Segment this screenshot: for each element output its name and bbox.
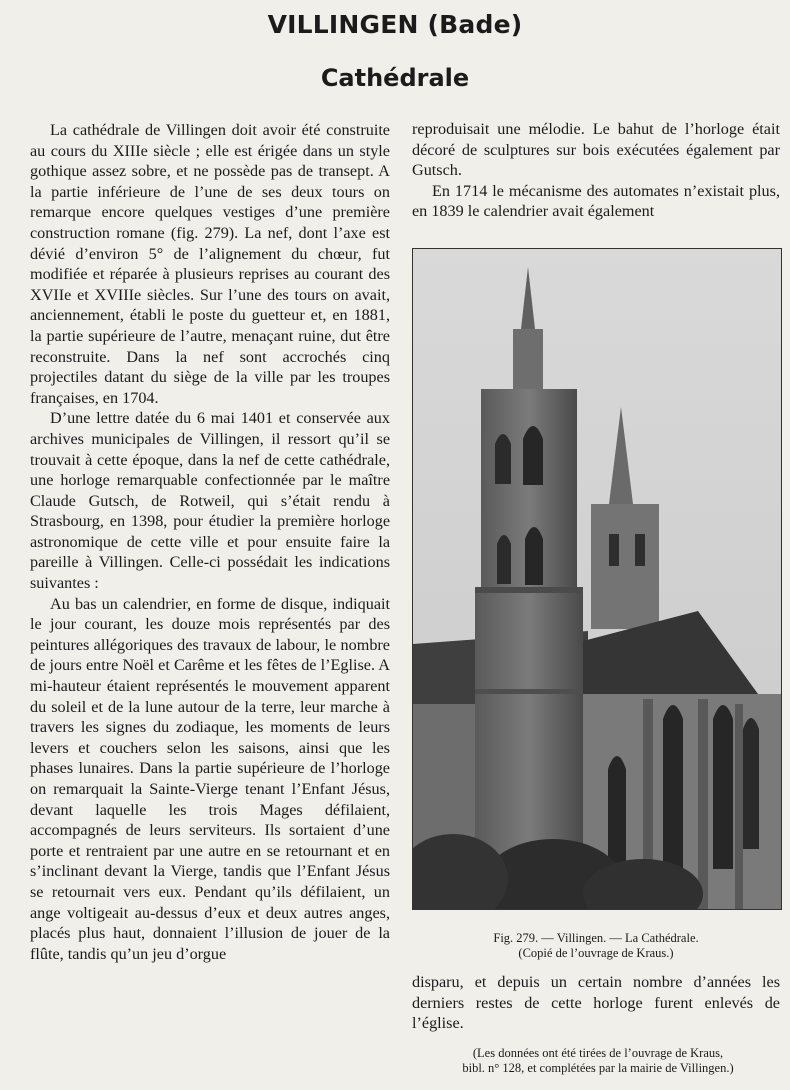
caption-title: Fig. 279. — Villingen. — La Cathédrale. — [493, 931, 699, 945]
left-text-column — [30, 120, 390, 964]
page-title: VILLINGEN (Bade) — [267, 10, 523, 39]
paragraph-1714: En 1714 le mécanisme des automates n’existait plus, en 1839 le calendrier avait également — [412, 181, 780, 221]
caption-source: (Copié de l’ouvrage de Kraus.) — [518, 946, 674, 960]
source-note-line2: bibl. n° 128, et complétées par la mairie de Villingen.) — [462, 1061, 734, 1075]
cathedral-photograph — [412, 248, 782, 910]
paragraph-history: La cathédrale de Villingen doit avoir été construite au cours du XIIIe siècle ; elle est érigée dans un style gothique assez sobre, et ne possède pas de transept. A la partie inférieure de l’une de ses deux tours on remarque encore quelques vestiges d’une première construction romane (fig. 279). La nef, dont l’axe est dévié d’environ 5° de l’alignement du chœur, fut modifiée et réparée à plusieurs reprises au courant des XVIIe et XVIIIe siècles. Sur l’une des tours on avait, anciennement, établi le poste du guetteur et, en 1881, la partie supérieure de l’autre, menaçant ruine, dut être reconstruite. Dans la nef sont accrochés cinq projectiles datant du siège de la ville par les troupes françaises, en 1704. — [30, 121, 390, 407]
source-note-line1: (Les données ont été tirées de l’ouvrage de Kraus, — [472, 1046, 724, 1060]
figure-caption — [412, 931, 780, 961]
source-note — [412, 1046, 784, 1076]
paragraph-disappearance: disparu, et depuis un certain nombre d’années les derniers restes de cette horloge furent enlevés de l’église. — [412, 973, 780, 1033]
right-text-column-top — [412, 119, 780, 222]
paragraph-continuation: reproduisait une mélodie. Le bahut de l’horloge était décoré de sculptures sur bois exécutées également par Gutsch. — [412, 120, 780, 180]
paragraph-clock-origin: D’une lettre datée du 6 mai 1401 et conservée aux archives municipales de Villingen, il ressort qu’il se trouvait à cette époque, dans la nef de cette cathédrale, une horloge remarquable confectionnée par le maître Claude Gutsch, de Rotweil, qui s’était rendu à Strasbourg, en 1398, pour étudier la première horloge astronomique de cette ville et pour ensuite faire la pareille à Villingen. Celle-ci possédait les indications suivantes : — [30, 409, 390, 593]
right-text-column-bottom — [412, 972, 780, 1034]
page-subtitle: Cathédrale — [320, 64, 470, 92]
paragraph-clock-description: Au bas un calendrier, en forme de disque, indiquait le jour courant, les douze mois représentés par des peintures allégoriques des travaux de labour, le nombre de jours entre Noël et Carême et les fêtes de l’Eglise. A mi-hauteur étaient représentés le mouvement apparent du soleil et de la lune autour de la terre, leur marche à travers les signes du zodiaque, les moments de leurs levers et couchers selon les saisons, ainsi que les phases lunaires. Dans la partie supérieure de l’horloge on remarquait la Sainte-Vierge tenant l’Enfant Jésus, devant laquelle les trois Mages défilaient, accompagnés de leurs serviteurs. Ils sortaient d’une porte et rentraient par une autre en se retournant et en s’inclinant devant la Vierge, tandis que l’Enfant Jésus se retournait vers eux. Pendant qu’ils défilaient, un ange voltigeait au-dessus d’eux et deux autres anges, placés plus haut, donnaient l’illusion de jouer de la flûte, tandis qu’un jeu d’orgue — [30, 594, 390, 963]
cathedral-illustration — [413, 249, 781, 909]
